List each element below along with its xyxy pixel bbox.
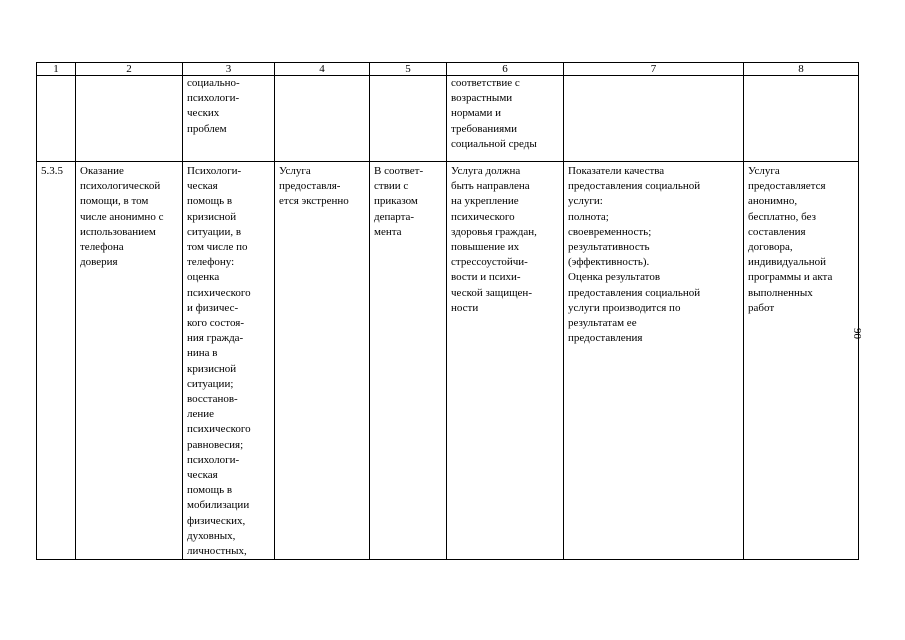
cell-line: социально- [187, 77, 240, 89]
cell-line: повышение их [451, 241, 520, 254]
services-table [36, 62, 859, 560]
cell-line: Услуга [279, 165, 311, 177]
cell-line: проблем [187, 122, 227, 135]
cell-line: (эффективность). [568, 256, 650, 269]
column-number: 5 [370, 63, 447, 76]
cell-quality-indicators [564, 162, 744, 560]
cell-line: ческой защищен- [451, 286, 532, 299]
cell-delivery-time [275, 162, 370, 560]
cell-line: духовных, [187, 529, 236, 542]
cell-service-goal [447, 162, 564, 560]
cell-line: стрессоустойчи- [451, 256, 528, 269]
cell-line: Оказание [80, 165, 124, 177]
cell-line: бесплатно, без [748, 210, 816, 223]
cell-number [37, 76, 76, 162]
cell-line: ния гражда- [187, 332, 244, 345]
cell-line: телефону: [187, 256, 235, 269]
cell-line: социальной среды [451, 137, 537, 150]
cell-line: кого состоя- [187, 317, 244, 330]
cell-line: результативность [568, 241, 650, 254]
cell-line: требованиями [451, 122, 518, 135]
cell-number [37, 162, 76, 560]
cell-service-description [183, 162, 275, 560]
cell-service-name [76, 76, 183, 162]
cell-service-goal [447, 76, 564, 162]
cell-line: ление [187, 408, 215, 421]
cell-line: предоставления социальной [568, 180, 701, 193]
cell-line: восстанов- [187, 393, 238, 406]
cell-line: ется экстренно [279, 195, 349, 208]
column-number: 1 [37, 63, 76, 76]
cell-line: департа- [374, 210, 415, 223]
cell-line: приказом [374, 195, 418, 208]
cell-line: психологической [80, 180, 161, 193]
cell-line: предоставля- [279, 180, 341, 193]
cell-line: Оценка результатов [568, 271, 661, 284]
cell-service-description [183, 76, 275, 162]
column-number: 8 [744, 63, 859, 76]
cell-regulation [370, 162, 447, 560]
cell-line: предоставления [568, 332, 643, 345]
cell-line: предоставления социальной [568, 286, 701, 299]
cell-line: ствии с [374, 180, 409, 193]
column-number: 4 [275, 63, 370, 76]
cell-line: полнота; [568, 210, 609, 223]
page-number: 90 [851, 328, 863, 339]
cell-line: психического [187, 423, 251, 436]
cell-line: кризисной [187, 210, 237, 223]
cell-line: вости и психи- [451, 271, 521, 284]
cell-line: ности [451, 301, 479, 314]
cell-quality-indicators [564, 76, 744, 162]
cell-line: быть направлена [451, 180, 530, 193]
cell-line: соответствие с [451, 77, 520, 89]
cell-line: ческая [187, 469, 218, 482]
cell-line: Услуга [748, 165, 780, 177]
cell-line: психологи- [187, 453, 240, 466]
cell-line: мобилизации [187, 499, 250, 512]
cell-delivery-time [275, 76, 370, 162]
cell-line: доверия [80, 256, 118, 269]
cell-line: физических, [187, 514, 246, 527]
cell-line: договора, [748, 241, 793, 254]
cell-line: результатам ее [568, 317, 637, 330]
cell-line: возрастными [451, 92, 513, 105]
cell-line: Психологи- [187, 165, 242, 177]
service-row [37, 162, 859, 560]
cell-line: оценка [187, 271, 220, 284]
cell-line: равновесия; [187, 438, 244, 451]
cell-line: кризисной [187, 362, 237, 375]
cell-line: В соответ- [374, 165, 424, 177]
cell-line: психического [187, 286, 251, 299]
cell-line: личностных, [187, 545, 247, 558]
cell-line: ческая [187, 180, 218, 193]
cell-conditions [744, 76, 859, 162]
cell-line: том числе по [187, 241, 248, 254]
cell-line: составления [748, 225, 806, 238]
column-number: 3 [183, 63, 275, 76]
cell-line: помощи, в том [80, 195, 149, 208]
cell-line: услуги производится по [568, 301, 681, 314]
cell-line: Показатели качества [568, 165, 665, 177]
cell-line: анонимно, [748, 195, 798, 208]
cell-line: своевременность; [568, 225, 652, 238]
cell-regulation [370, 76, 447, 162]
continuation-row [37, 76, 859, 162]
cell-line: и физичес- [187, 301, 239, 314]
column-number: 2 [76, 63, 183, 76]
cell-line: услуги: [568, 195, 603, 208]
cell-line: психологи- [187, 92, 240, 105]
cell-line: работ [748, 301, 775, 314]
cell-line: психического [451, 210, 515, 223]
cell-line: телефона [80, 241, 124, 254]
cell-line: программы и акта [748, 271, 833, 284]
cell-conditions [744, 162, 859, 560]
cell-line: выполненных [748, 286, 813, 299]
cell-line: нормами и [451, 107, 501, 120]
cell-line: помощь в [187, 484, 233, 497]
cell-line: индивидуальной [748, 256, 827, 269]
cell-line: ситуации; [187, 377, 234, 390]
cell-line: Услуга должна [451, 165, 521, 177]
column-number-row [37, 63, 859, 76]
cell-line: мента [374, 225, 402, 238]
cell-line: предоставляется [748, 180, 826, 193]
cell-line: помощь в [187, 195, 233, 208]
cell-line: нина в [187, 347, 218, 360]
cell-line: на укрепление [451, 195, 519, 208]
cell-line: использованием [80, 225, 156, 238]
cell-line: ческих [187, 107, 220, 120]
column-number: 7 [564, 63, 744, 76]
cell-line: числе анонимно с [80, 210, 164, 223]
cell-service-name [76, 162, 183, 560]
column-number: 6 [447, 63, 564, 76]
cell-line: 5.3.5 [41, 165, 63, 177]
cell-line: здоровья граждан, [451, 225, 537, 238]
cell-line: ситуации, в [187, 225, 242, 238]
